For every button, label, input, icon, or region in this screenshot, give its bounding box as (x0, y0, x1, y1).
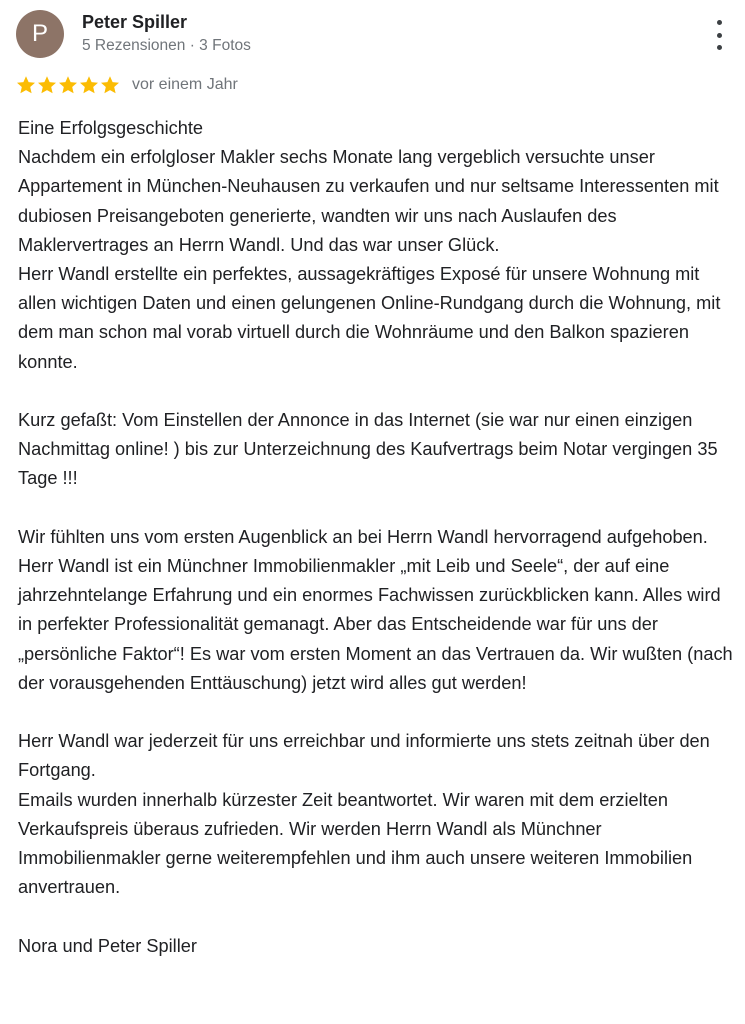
reviewer-name[interactable]: Peter Spiller (82, 12, 188, 32)
review-paragraph: Eine Erfolgsgeschichte Nachdem ein erfolgloser Makler sechs Monate lang vergeblich versuchte unser Appartement in München-Neuhausen zu verkaufen und nur seltsame Interessenten mit dubiosen Preisangeboten generierte, wandten wir uns nach Auslaufen des Maklervertrages an Herrn Wandl. Und das war unser Glück. Herr Wandl erstellte ein perfektes, aussagekräftiges Exposé für unsere Wohnung mit allen wichtigen Daten und einen gelungenen Online-Rundgang durch die Wohnung, mit dem man schon mal vorab virtuell durch die Wohnräume und den Balkon spazieren konnte. (18, 118, 721, 372)
review-paragraph: Nora und Peter Spiller (18, 935, 197, 956)
review-paragraph: Wir fühlten uns vom ersten Augenblick an bei Herrn Wandl hervorragend aufgehoben. Herr Wandl ist ein Münchner Immobilienmakler „mit Leib und Seele“, der auf eine jahrzehntelange Erfahrung und ein enormes Fachwissen zurückblicken kann. Alles wird in perfekter Professionalität gemanagt. Aber das Entscheidende war für uns der „persönliche Faktor“! Es war vom ersten Moment an das Vertrauen da. Wir wußten (nach der vorausgehenden Enttäuschung) jetzt wird alles gut werden! (18, 526, 733, 693)
review-date: vor einem Jahr (132, 76, 238, 93)
star-icon (16, 75, 36, 95)
more-vert-icon-dot (717, 45, 722, 50)
reviewer-meta: 5 Rezensionen · 3 Fotos (82, 37, 251, 54)
star-rating (16, 75, 120, 95)
star-icon (100, 75, 120, 95)
star-icon (79, 75, 99, 95)
review-paragraph: Kurz gefaßt: Vom Einstellen der Annonce in das Internet (sie war nur einen einzigen Nachmittag online! ) bis zur Unterzeichnung des Kaufvertrags beim Notar vergingen 35 Tage !!! (18, 410, 718, 489)
star-icon (58, 75, 78, 95)
more-vert-icon (717, 20, 722, 25)
avatar[interactable]: P (16, 10, 64, 58)
review-text (18, 114, 738, 961)
more-options-button[interactable] (711, 20, 727, 50)
rating-row (16, 73, 238, 97)
review-paragraph: Herr Wandl war jederzeit für uns erreichbar und informierte uns stets zeitnah über den Fortgang. Emails wurden innerhalb kürzester Zeit beantwortet. Wir waren mit dem erzielten Verkaufspreis überaus zufrieden. Wir werden Herrn Wandl als Münchner Immobilienmakler gerne weiterempfehlen und ihm auch unsere weiteren Immobilien anvertrauen. (18, 731, 710, 898)
more-vert-icon-dot (717, 33, 722, 38)
star-icon (37, 75, 57, 95)
review-header (16, 10, 729, 60)
